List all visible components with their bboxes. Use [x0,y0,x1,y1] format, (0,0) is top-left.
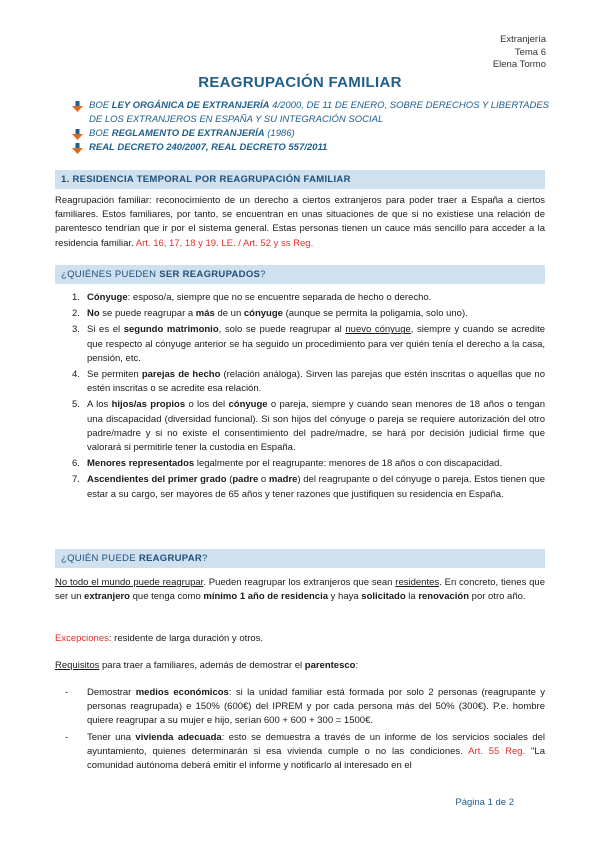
section1-paragraph: Reagrupación familiar: reconocimiento de un derecho a ciertos extranjeros para poder traer a España a ciertos familiares. Estos familiares, por tanto, se encuentran en unas situaciones de que si no existiese una relación de parentesco tendrían que ir por el sistema general. Estas personas tienen un cauce más sencillo para acceder a la residencia familiar. Art. 16, 17, 18 y 19. LE. / Art. 52 y ss Reg. [55,195,545,249]
document-header [493,34,546,72]
section-heading-quienes: ¿QUIÉNES PUEDEN SER REAGRUPADOS? [55,265,545,284]
section-heading-quien: ¿QUIÉN PUEDE REAGRUPAR? [55,549,545,568]
page-title: REAGRUPACIÓN FAMILIAR [198,74,402,91]
list-item: 2. No se puede reagrupar a más de un cónyuge (aunque se permita la poligamia, solo uno). [72,308,468,320]
exceptions-paragraph: Excepciones: residente de larga duración y otros. [55,633,264,644]
law-item: BOE REGLAMENTO DE EXTRANJERÍA (1986) [72,127,552,141]
list-item: 6. Menores representados legalmente por el reagrupante: menores de 18 años o con discapacidad. [72,458,503,470]
requirements-list [55,686,545,775]
down-arrow-icon [72,101,83,112]
down-arrow-icon [72,143,83,154]
header-subject: Extranjería [500,34,546,45]
down-arrow-icon [72,129,83,140]
law-references [72,99,552,155]
article-reference: Art. 16, 17, 18 y 19. LE. / Art. 52 y ss Reg. [135,237,314,249]
reagrupados-list [55,291,545,504]
requirements-intro: Requisitos para traer a familiares, además de demostrar el parentesco: [55,660,359,671]
law-item: REAL DECRETO 240/2007, REAL DECRETO 557/2011 [72,141,552,155]
list-item: 7. Ascendientes del primer grado (padre o madre) del reagrupante o del cónyuge o pareja. Estos tienen que estar a su cargo, ser mayores de 65 años y tener razones que justifiquen su residencia en España. [72,474,546,500]
page-number: Página 1 de 2 [455,797,514,808]
list-item: 5. A los hijos/as propios o los del cónyuge o pareja, siempre y cuando sean menores de 18 años o tengan una discapacidad (diversidad funcional). Si son hijos del cónyuge o pareja se requiere autorización del otro padre/madre y si no existe el consentimiento del padre/madre, se hará por decisión judicial firme que valorará si permitirle tener la custodia en España. [72,399,545,454]
section3-paragraph: No todo el mundo puede reagrupar. Pueden reagrupar los extranjeros que sean residentes. En concreto, tienes que ser un extranjero que tenga como mínimo 1 año de residencia y haya solicitado la renovación por otro año. [55,577,545,603]
list-item: 1. Cónyuge: esposo/a, siempre que no se encuentre separada de hecho o derecho. [72,292,432,303]
header-topic: Tema 6 [514,46,546,58]
list-item: - Demostrar medios económicos: si la unidad familiar está formada por solo 2 personas (reagrupante y personas reagrupada) e 150% (600€) del IPREM y por cada persona más del 50% (300€). P.e. hombre quiere reagrupar a su mujer e hijo, serían 600 + 600 + 300 = 1500€. [65,687,546,727]
section-heading-residencia: 1. RESIDENCIA TEMPORAL POR REAGRUPACIÓN FAMILIAR [55,170,545,189]
law-item: BOE LEY ORGÁNICA DE EXTRANJERÍA 4/2000, DE 11 DE ENERO, SOBRE DERECHOS Y LIBERTADES DE LOS EXTRANJEROS EN ESPAÑA Y SU INTEGRACIÓN SOCIAL [72,99,552,127]
list-item: 3. Si es el segundo matrimonio, solo se puede reagrupar al nuevo cónyuge, siempre y cuando se acredite que respecto al cónyuge anterior se ha seguido un procedimiento para ver quién tenía el derecho a la casa, pensión, etc. [72,324,546,364]
list-item: - Tener una vivienda adecuada: esto se demuestra a través de un informe de los servicios sociales del ayuntamiento, quienes determinarán si esa vivienda cumple o no las condiciones. Art. 55 Reg. "La comunidad autónoma deberá emitir el informe y notificarlo al interesado en el [65,731,546,772]
list-item: 4. Se permiten parejas de hecho (relación análoga). Sirven las parejas que estén inscritas o aquellas que no estén inscritas o se acredite esa relación. [72,369,545,395]
header-author: Elena Tormo [492,59,546,70]
